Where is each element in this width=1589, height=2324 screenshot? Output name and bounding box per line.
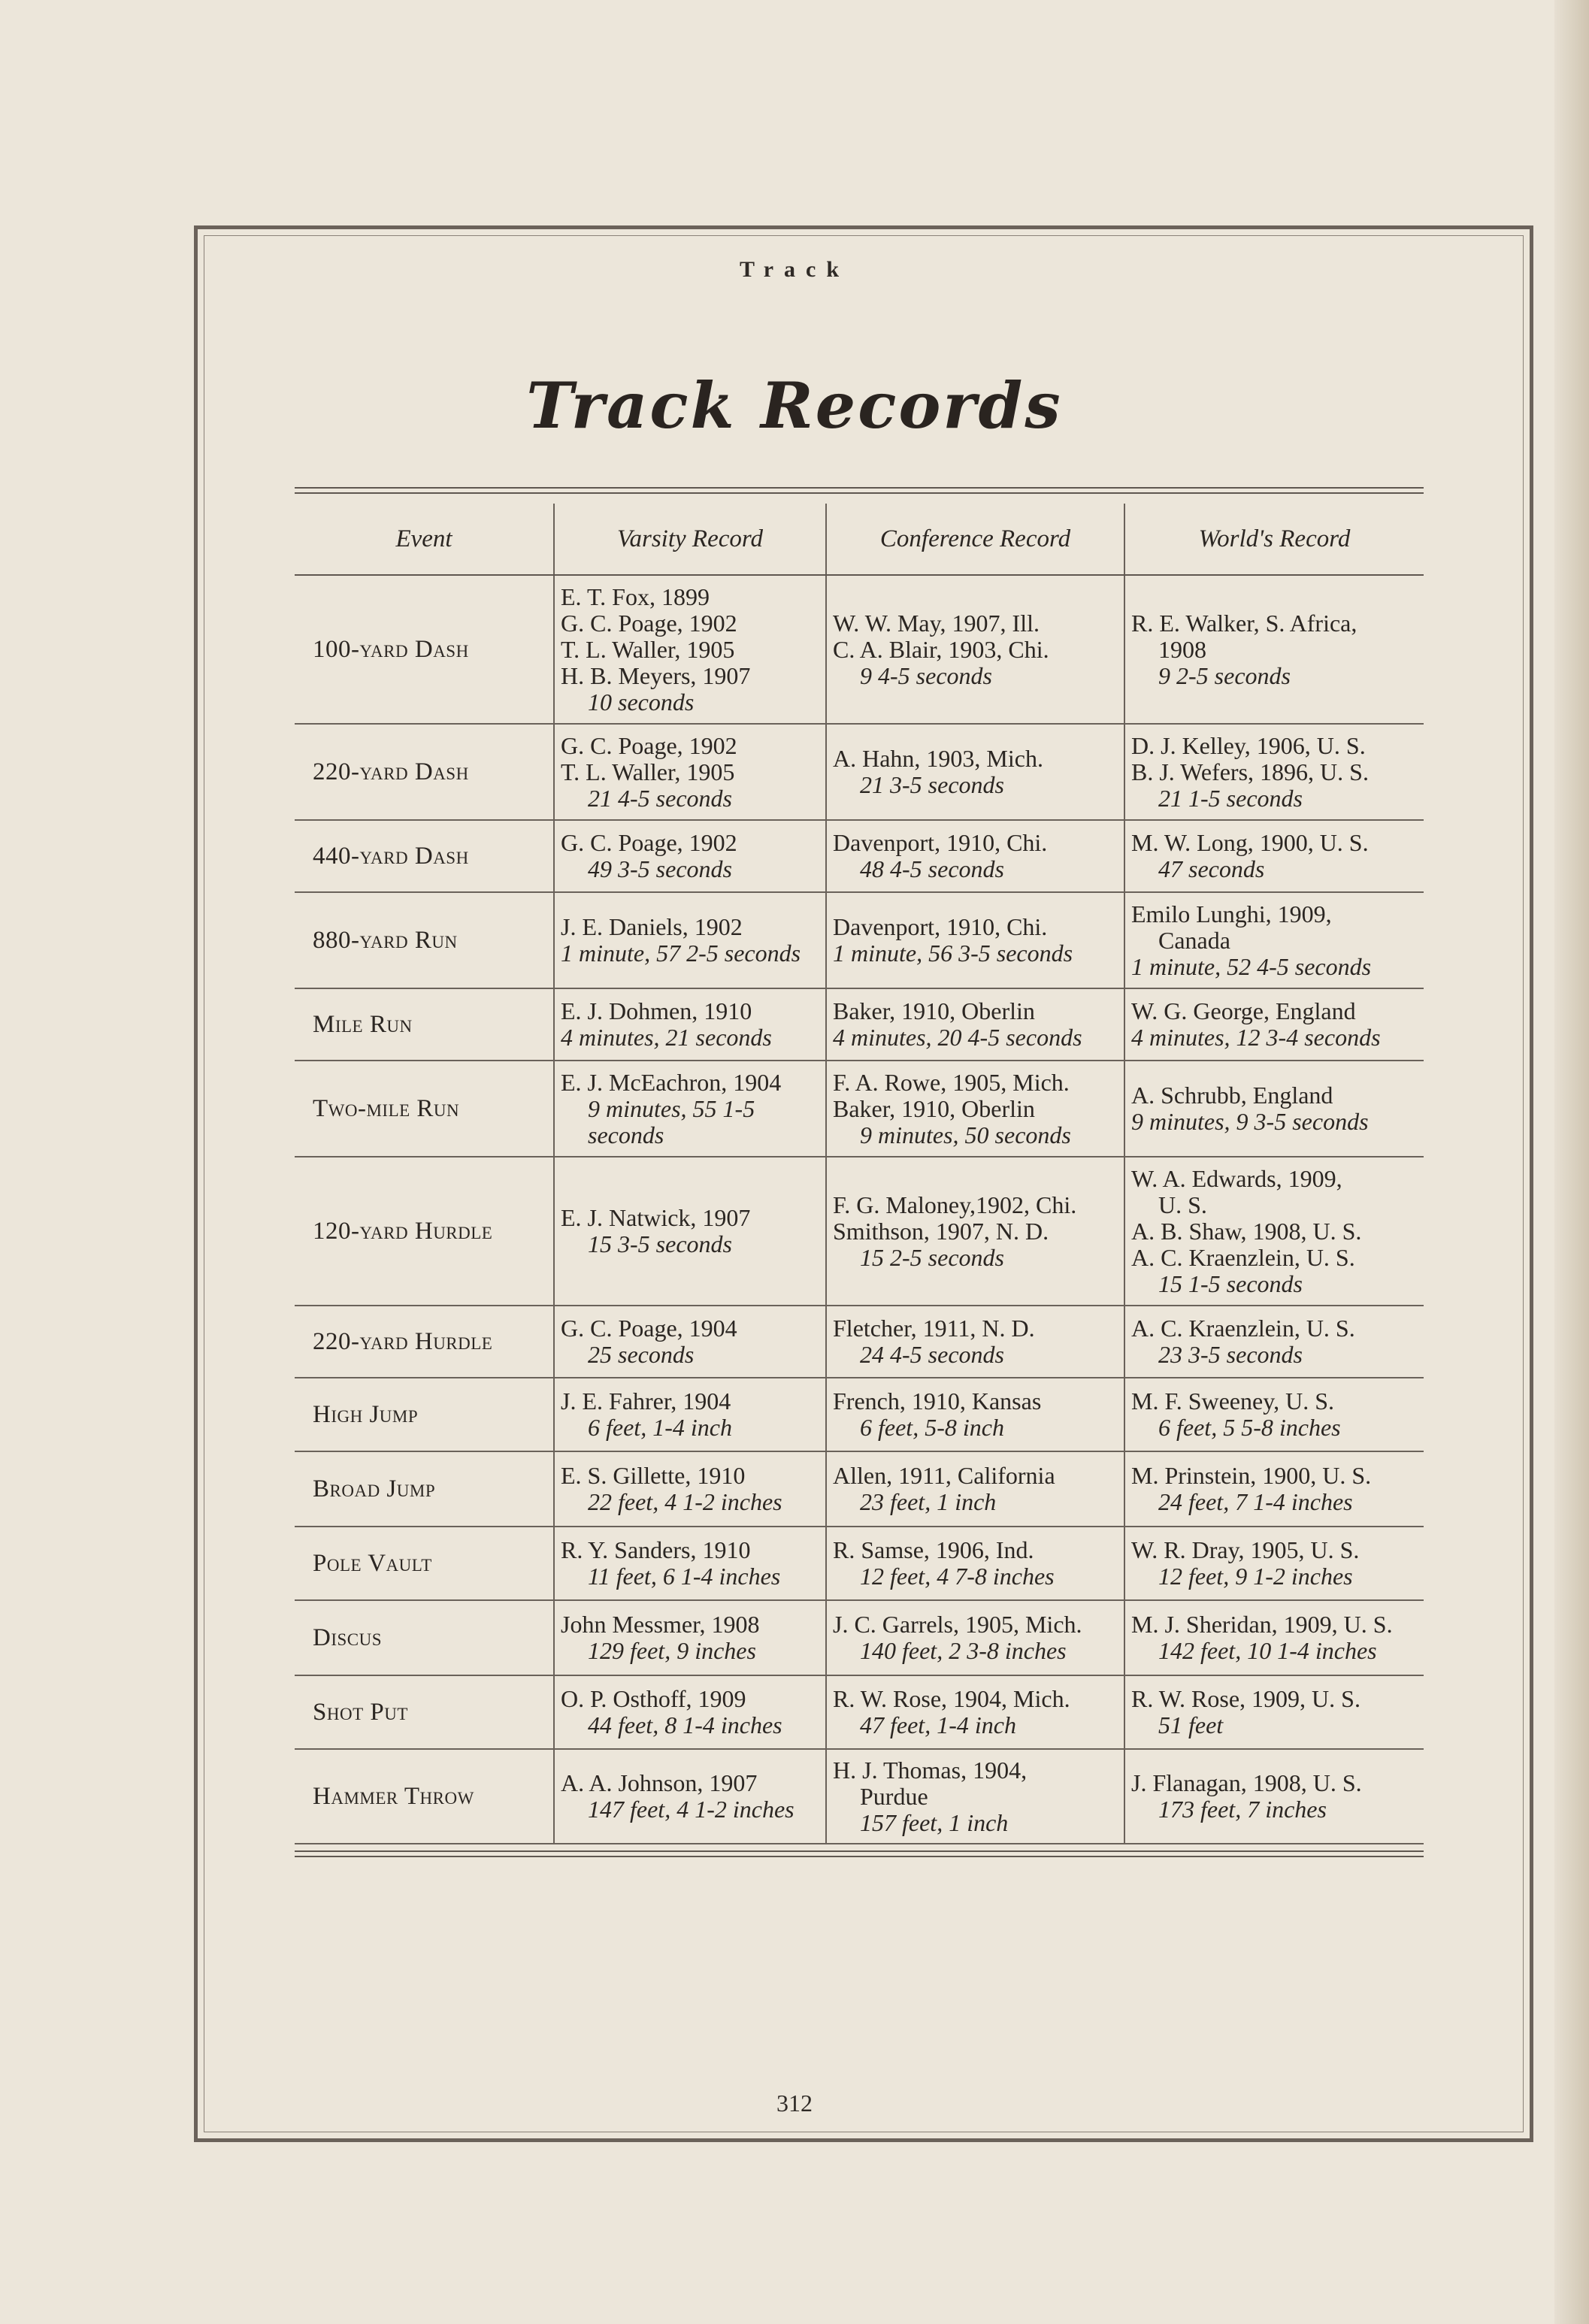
record-holder: D. J. Kelley, 1906, U. S. [1131, 731, 1366, 759]
record-holder: M. Prinstein, 1900, U. S. [1131, 1462, 1372, 1489]
record-holder: W. R. Dray, 1905, U. S. [1131, 1536, 1360, 1563]
record-holder: M. W. Long, 1900, U. S. [1131, 829, 1369, 856]
record-row [295, 892, 1424, 988]
record-holder: A. B. Shaw, 1908, U. S. [1131, 1217, 1362, 1245]
record-holder: Davenport, 1910, Chi. [833, 913, 1048, 940]
record-holder: B. J. Wefers, 1896, U. S. [1131, 758, 1369, 785]
varsity-record-cell [554, 1675, 826, 1749]
world-record-cell [1124, 724, 1424, 820]
record-holder: J. E. Fahrer, 1904 [561, 1387, 731, 1415]
record-holder: R. Samse, 1906, Ind. [833, 1536, 1034, 1563]
event-name: High Jump [295, 1378, 554, 1451]
running-head: Track [739, 257, 850, 282]
record-holder: A. A. Johnson, 1907 [561, 1769, 758, 1796]
record-holder: W. G. George, England [1131, 997, 1356, 1024]
world-record-cell [1124, 575, 1424, 724]
record-holder: W. W. May, 1907, Ill. [833, 609, 1040, 637]
record-holder: A. C. Kraenzlein, U. S. [1131, 1315, 1355, 1342]
world-record-cell [1124, 1306, 1424, 1378]
record-holder: J. E. Daniels, 1902 [561, 913, 743, 940]
record-holder: J. C. Garrels, 1905, Mich. [833, 1611, 1082, 1638]
record-mark: 6 feet, 1-4 inch [588, 1414, 732, 1441]
event-name: Broad Jump [295, 1451, 554, 1527]
record-mark: 51 feet [1158, 1711, 1224, 1738]
record-holder: E. J. McEachron, 1904 [561, 1068, 782, 1096]
varsity-record-cell [554, 724, 826, 820]
record-mark: 9 minutes, 55 1-5 [588, 1094, 755, 1122]
record-row [295, 724, 1424, 820]
record-holder: E. S. Gillette, 1910 [561, 1462, 746, 1489]
conference-record-cell [826, 1749, 1124, 1844]
world-record-cell [1124, 892, 1424, 988]
conference-record-cell [826, 1306, 1124, 1378]
world-record-cell [1124, 1749, 1424, 1844]
records-body [295, 575, 1424, 1844]
record-mark: 21 4-5 seconds [588, 784, 732, 812]
event-name: Mile Run [295, 988, 554, 1061]
event-name: 120-yard Hurdle [295, 1157, 554, 1306]
record-holder: H. J. Thomas, 1904, [833, 1756, 1028, 1784]
record-mark: 140 feet, 2 3-8 inches [860, 1637, 1067, 1664]
record-holder: John Messmer, 1908 [561, 1611, 760, 1638]
record-mark: 157 feet, 1 inch [860, 1808, 1009, 1836]
record-row [295, 1451, 1424, 1527]
conference-record-cell [826, 892, 1124, 988]
conference-record-cell [826, 724, 1124, 820]
varsity-record-cell [554, 1749, 826, 1844]
record-mark: 25 seconds [588, 1341, 695, 1368]
record-row [295, 1061, 1424, 1157]
record-holder: H. B. Meyers, 1907 [561, 661, 751, 689]
record-holder: A. Schrubb, England [1131, 1082, 1333, 1109]
record-holder: T. L. Waller, 1905 [561, 758, 735, 785]
conference-record-cell [826, 1600, 1124, 1675]
record-mark: 49 3-5 seconds [588, 855, 732, 882]
record-holder: A. C. Kraenzlein, U. S. [1131, 1243, 1355, 1271]
track-records-table [295, 504, 1424, 1844]
header-row [295, 504, 1424, 575]
record-holder: R. W. Rose, 1904, Mich. [833, 1685, 1070, 1712]
record-mark: 6 feet, 5 5-8 inches [1158, 1414, 1341, 1441]
conference-record-cell [826, 988, 1124, 1061]
world-record-cell [1124, 1527, 1424, 1600]
record-holder: Fletcher, 1911, N. D. [833, 1315, 1035, 1342]
varsity-record-cell [554, 892, 826, 988]
page-number: 312 [776, 2089, 813, 2117]
record-holder: Canada [1158, 926, 1230, 954]
conference-record-cell [826, 575, 1124, 724]
record-mark: 142 feet, 10 1-4 inches [1158, 1637, 1377, 1664]
world-record-cell [1124, 1157, 1424, 1306]
record-mark: 173 feet, 7 inches [1158, 1796, 1327, 1823]
record-row [295, 988, 1424, 1061]
record-holder: Baker, 1910, Oberlin [833, 1094, 1035, 1122]
record-holder: U. S. [1158, 1191, 1207, 1218]
record-holder: Allen, 1911, California [833, 1462, 1055, 1489]
record-holder: W. A. Edwards, 1909, [1131, 1164, 1342, 1192]
world-record-cell [1124, 988, 1424, 1061]
record-holder: Emilo Lunghi, 1909, [1131, 900, 1332, 927]
event-name: 880-yard Run [295, 892, 554, 988]
conference-record-cell [826, 1378, 1124, 1451]
column-header-conference: Conference Record [826, 504, 1124, 575]
record-holder: Smithson, 1907, N. D. [833, 1217, 1049, 1245]
record-holder: O. P. Osthoff, 1909 [561, 1685, 746, 1712]
record-holder: G. C. Poage, 1902 [561, 829, 737, 856]
conference-record-cell [826, 1061, 1124, 1157]
record-mark: 21 1-5 seconds [1158, 784, 1303, 812]
record-row [295, 1675, 1424, 1749]
record-mark: 4 minutes, 21 seconds [561, 1024, 772, 1051]
event-name: Discus [295, 1600, 554, 1675]
column-header-varsity: Varsity Record [554, 504, 826, 575]
event-name: 440-yard Dash [295, 820, 554, 892]
world-record-cell [1124, 1451, 1424, 1527]
record-holder: G. C. Poage, 1902 [561, 731, 737, 759]
record-mark: 1 minute, 56 3-5 seconds [833, 940, 1073, 967]
varsity-record-cell [554, 1451, 826, 1527]
record-mark: 9 minutes, 50 seconds [860, 1121, 1071, 1148]
record-holder: E. T. Fox, 1899 [561, 583, 710, 610]
record-mark: 4 minutes, 12 3-4 seconds [1131, 1024, 1381, 1051]
event-name: Hammer Throw [295, 1749, 554, 1844]
varsity-record-cell [554, 988, 826, 1061]
top-double-rule [295, 487, 1424, 494]
event-name: Two-mile Run [295, 1061, 554, 1157]
record-mark: 22 feet, 4 1-2 inches [588, 1488, 782, 1515]
record-mark: 12 feet, 9 1-2 inches [1158, 1563, 1353, 1590]
record-holder: F. A. Rowe, 1905, Mich. [833, 1068, 1070, 1096]
record-holder: G. C. Poage, 1904 [561, 1315, 737, 1342]
conference-record-cell [826, 1527, 1124, 1600]
record-holder: R. W. Rose, 1909, U. S. [1131, 1685, 1360, 1712]
record-row [295, 1378, 1424, 1451]
record-mark: 24 feet, 7 1-4 inches [1158, 1488, 1353, 1515]
record-holder: R. E. Walker, S. Africa, [1131, 609, 1357, 637]
record-row [295, 1157, 1424, 1306]
record-holder: E. J. Natwick, 1907 [561, 1204, 751, 1231]
record-row [295, 1600, 1424, 1675]
varsity-record-cell [554, 575, 826, 724]
record-mark: 129 feet, 9 inches [588, 1637, 756, 1664]
conference-record-cell [826, 1157, 1124, 1306]
conference-record-cell [826, 1675, 1124, 1749]
record-holder: E. J. Dohmen, 1910 [561, 997, 752, 1024]
record-row [295, 1306, 1424, 1378]
record-holder: G. C. Poage, 1902 [561, 609, 737, 637]
page-spine-shadow [1554, 0, 1589, 2324]
varsity-record-cell [554, 1527, 826, 1600]
record-mark: 12 feet, 4 7-8 inches [860, 1563, 1055, 1590]
record-holder: 1908 [1158, 635, 1206, 663]
event-name: 100-yard Dash [295, 575, 554, 724]
record-mark: 47 seconds [1158, 855, 1265, 882]
record-holder: Purdue [860, 1782, 928, 1810]
record-mark: 44 feet, 8 1-4 inches [588, 1711, 782, 1738]
record-row [295, 575, 1424, 724]
varsity-record-cell [554, 820, 826, 892]
record-mark: 11 feet, 6 1-4 inches [588, 1563, 781, 1590]
record-row [295, 1749, 1424, 1844]
record-holder: T. L. Waller, 1905 [561, 635, 735, 663]
varsity-record-cell [554, 1378, 826, 1451]
bottom-double-rule [295, 1850, 1424, 1857]
event-name: Shot Put [295, 1675, 554, 1749]
record-mark: 4 minutes, 20 4-5 seconds [833, 1024, 1082, 1051]
record-holder: F. G. Maloney,1902, Chi. [833, 1191, 1077, 1218]
record-mark: 147 feet, 4 1-2 inches [588, 1796, 794, 1823]
record-mark: 48 4-5 seconds [860, 855, 1004, 882]
page-title: Track Records [526, 368, 1063, 443]
record-mark: 24 4-5 seconds [860, 1341, 1004, 1368]
record-mark: 1 minute, 52 4-5 seconds [1131, 952, 1372, 980]
world-record-cell [1124, 1378, 1424, 1451]
record-mark: 15 2-5 seconds [860, 1243, 1004, 1271]
record-holder: French, 1910, Kansas [833, 1387, 1042, 1415]
record-holder: Baker, 1910, Oberlin [833, 997, 1035, 1024]
record-mark: 15 1-5 seconds [1158, 1269, 1303, 1297]
record-holder: M. J. Sheridan, 1909, U. S. [1131, 1611, 1393, 1638]
record-row [295, 820, 1424, 892]
conference-record-cell [826, 1451, 1124, 1527]
world-record-cell [1124, 1600, 1424, 1675]
varsity-record-cell [554, 1306, 826, 1378]
record-holder: Davenport, 1910, Chi. [833, 829, 1048, 856]
varsity-record-cell [554, 1157, 826, 1306]
record-mark: 15 3-5 seconds [588, 1230, 732, 1257]
record-holder: R. Y. Sanders, 1910 [561, 1536, 751, 1563]
world-record-cell [1124, 1061, 1424, 1157]
column-header-event: Event [295, 504, 554, 575]
varsity-record-cell [554, 1600, 826, 1675]
record-mark: 10 seconds [588, 688, 695, 716]
record-holder: M. F. Sweeney, U. S. [1131, 1387, 1335, 1415]
record-holder: J. Flanagan, 1908, U. S. [1131, 1769, 1362, 1796]
record-mark: 9 minutes, 9 3-5 seconds [1131, 1108, 1369, 1135]
world-record-cell [1124, 820, 1424, 892]
record-mark: 23 3-5 seconds [1158, 1341, 1303, 1368]
record-holder: A. Hahn, 1903, Mich. [833, 745, 1043, 772]
record-mark: 47 feet, 1-4 inch [860, 1711, 1016, 1738]
record-mark: seconds [588, 1121, 664, 1148]
event-name: 220-yard Hurdle [295, 1306, 554, 1378]
column-header-world: World's Record [1124, 504, 1424, 575]
record-mark: 9 4-5 seconds [860, 661, 992, 689]
record-mark: 9 2-5 seconds [1158, 661, 1291, 689]
record-mark: 6 feet, 5-8 inch [860, 1414, 1004, 1441]
event-name: 220-yard Dash [295, 724, 554, 820]
conference-record-cell [826, 820, 1124, 892]
record-mark: 23 feet, 1 inch [860, 1488, 997, 1515]
varsity-record-cell [554, 1061, 826, 1157]
world-record-cell [1124, 1675, 1424, 1749]
record-row [295, 1527, 1424, 1600]
record-mark: 21 3-5 seconds [860, 771, 1004, 798]
record-holder: C. A. Blair, 1903, Chi. [833, 635, 1049, 663]
record-mark: 1 minute, 57 2-5 seconds [561, 940, 801, 967]
event-name: Pole Vault [295, 1527, 554, 1600]
